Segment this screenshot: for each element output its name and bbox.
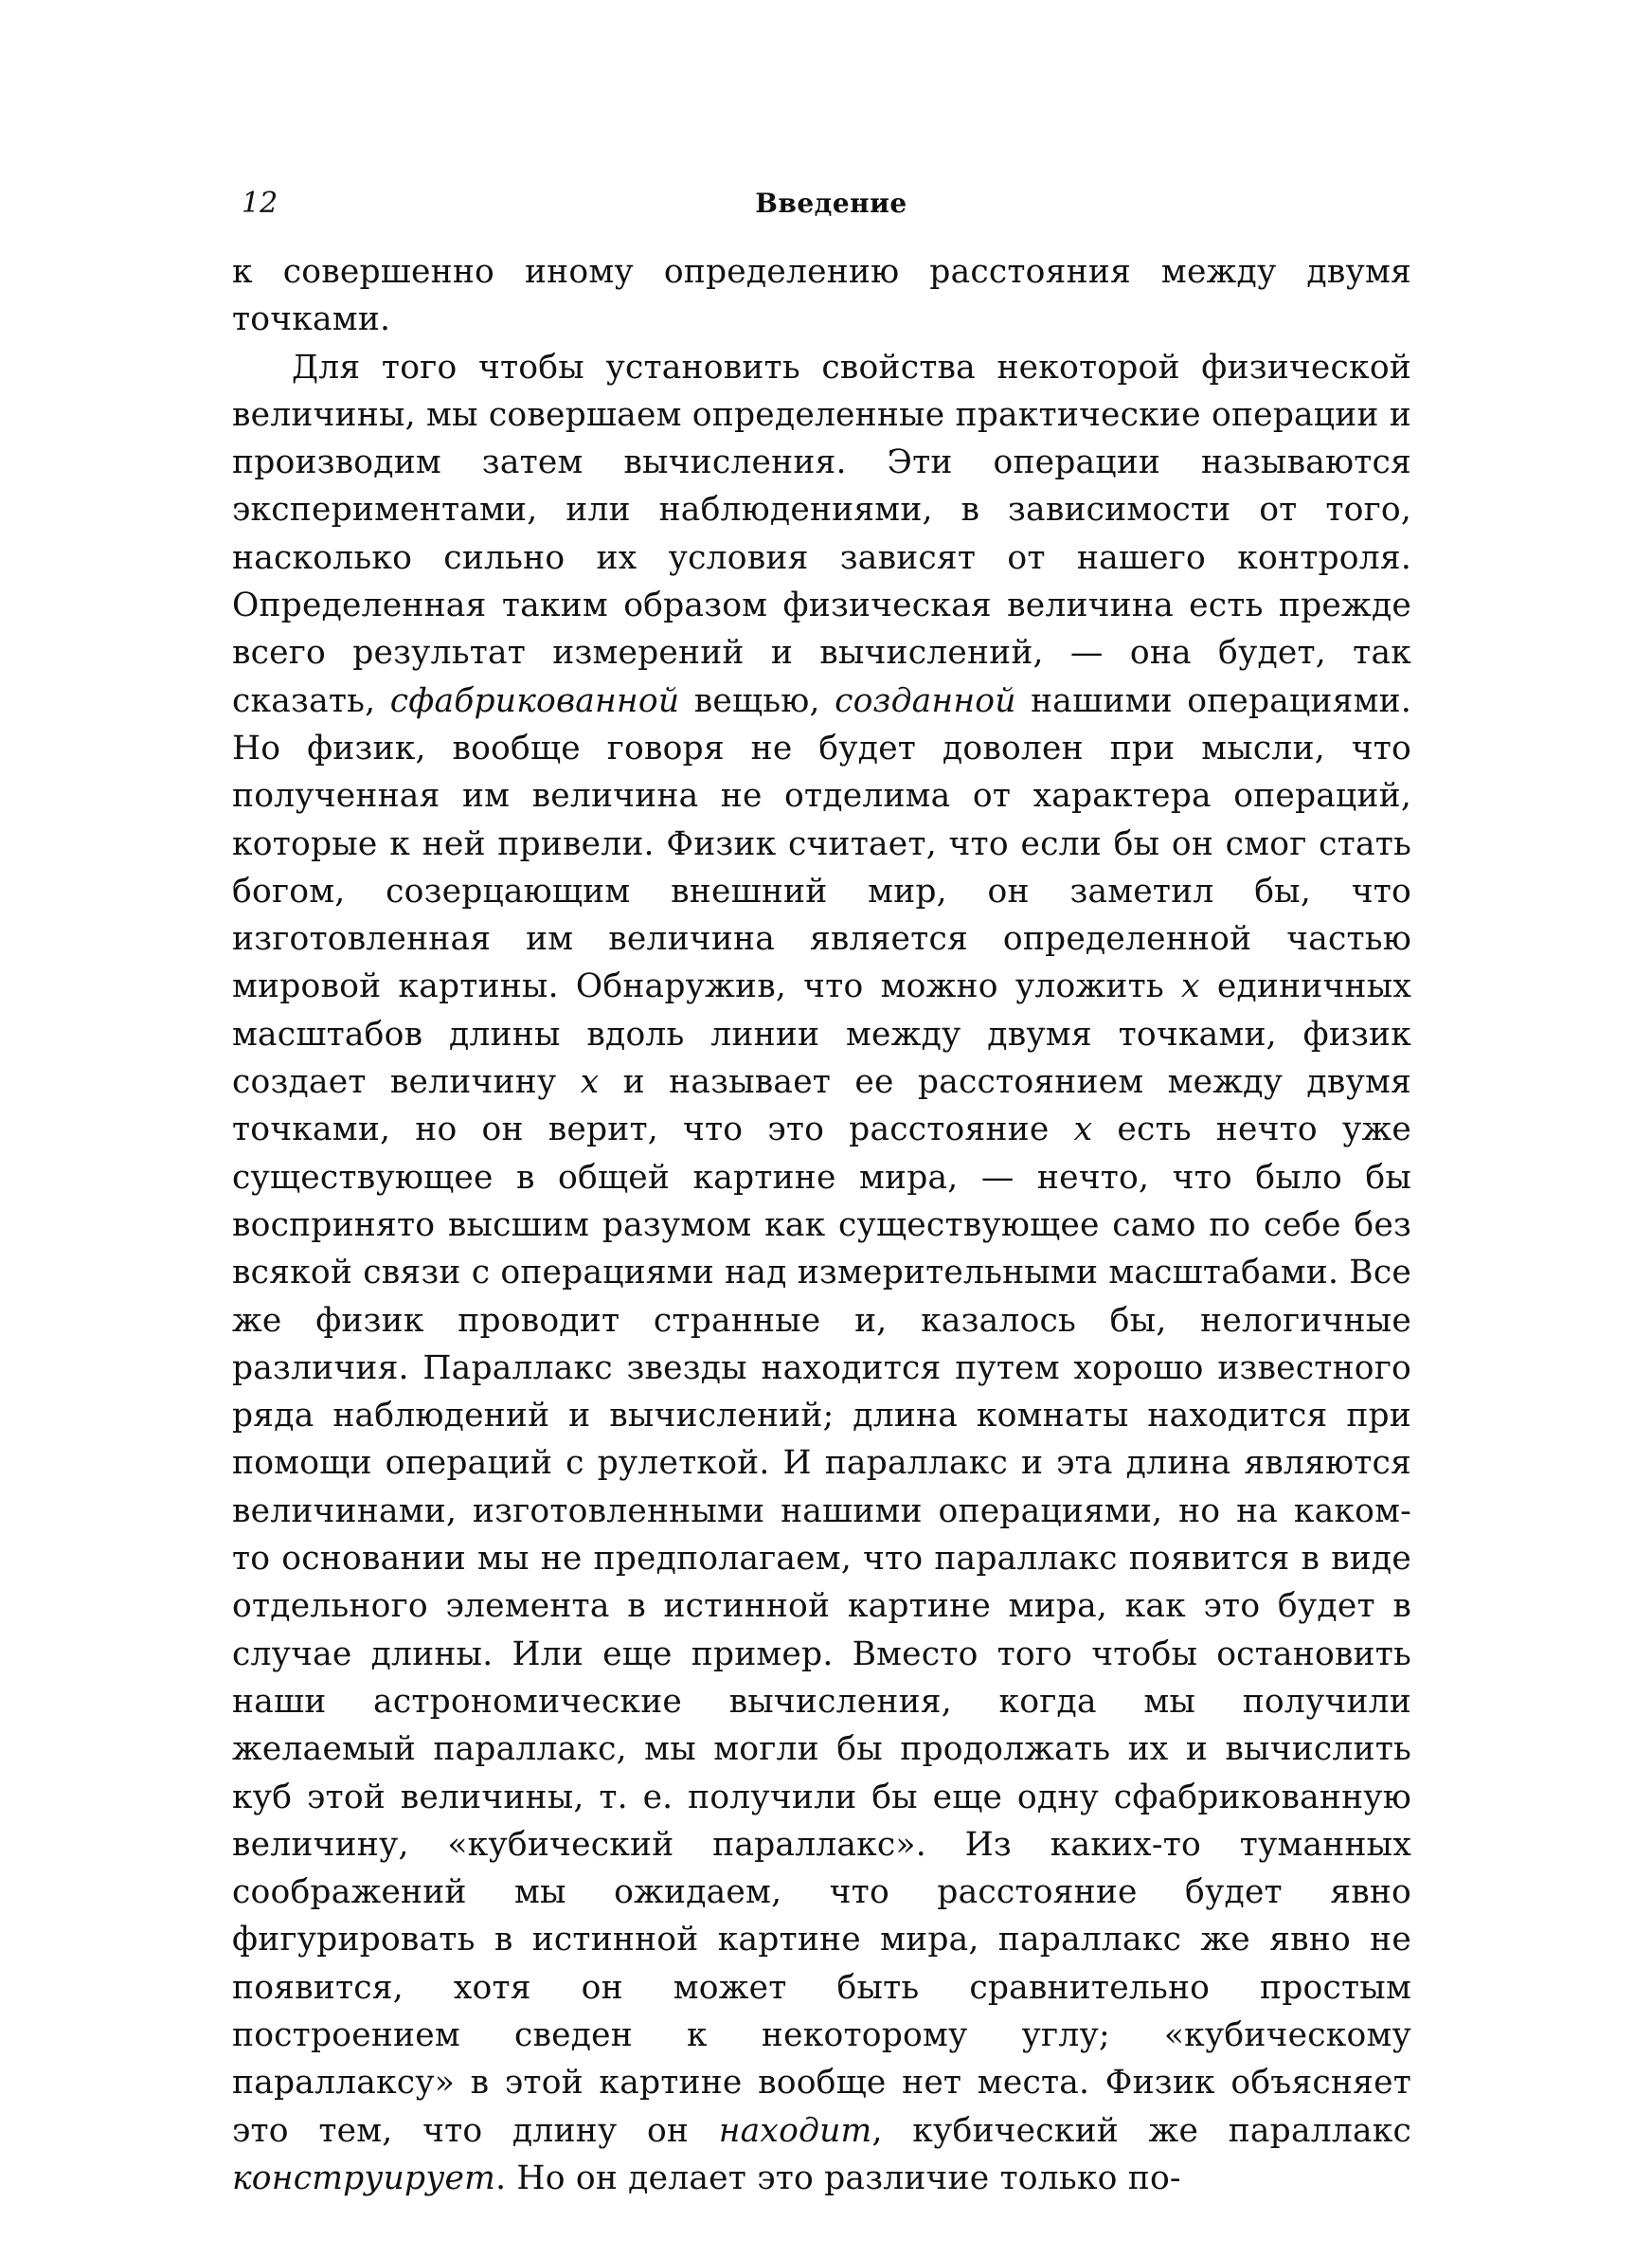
running-title: Введение [755, 188, 907, 219]
italic-term-fabricated: сфабрикованной [389, 681, 680, 720]
page-number: 12 [242, 187, 278, 220]
italic-term-finds: находит [718, 2111, 872, 2150]
page-header [242, 180, 1421, 227]
body-text [232, 248, 1411, 2202]
math-variable-x: x [580, 1063, 600, 1102]
text-segment: есть нечто уже существующее в общей картине мира, — нечто, что было бы воспринято высшим разумом как существующее само по себе без всякой связи с операциями над измерительными масштабами. Все же физик проводит странные и, казалось бы, нелогичные различия. Параллакс звезды находится путем хорошо известного ряда наблюдений и вычислений; длина комнаты находится при помощи операций с рулеткой. И параллакс и эта длина являются величинами, изготовленными нашими операциями, но на каком-то основании мы не предполагаем, что параллакс появится в виде отдельного элемента в истинной картине мира, как это будет в случае длины. Или еще пример. Вместо того чтобы остановить наши астрономические вычисления, когда мы получили желаемый параллакс, мы могли бы продолжать их и вычислить куб этой величины, т. е. получили бы еще одну сфабрикованную величину, «кубический параллакс». Из каких-то туманных соображений мы ожидаем, что расстояние будет явно фигурировать в истинной картине мира, параллакс же явно не появится, хотя он может быть сравнительно простым построением сведен к некоторому углу; «кубическому параллаксу» в этой картине вообще нет места. Физик объясняет это тем, что длину он [232, 1110, 1412, 2150]
paragraph-continuation [232, 248, 1411, 344]
text-segment: единичных масштабов длины вдоль линии между двумя точками, физик создает величину [232, 967, 1412, 1102]
math-variable-x: x [1073, 1110, 1093, 1149]
text-segment: к совершенно иному определению расстояния между двумя точками. [232, 253, 1411, 339]
text-segment: Для того чтобы установить свойства некоторой физической величины, мы совершаем определенные практические операции и производим затем вычисления. Эти операции называются экспериментами, или наблюдениями, в зависимости от того, насколько сильно их условия зависят от нашего контроля. Определенная таким образом физическая величина есть прежде всего результат измерений и вычислений, — она будет, так сказать, [232, 348, 1411, 720]
math-variable-x: x [1181, 967, 1200, 1006]
italic-term-constructs: конструирует [232, 2158, 496, 2197]
italic-term-created: созданной [835, 681, 1016, 720]
paragraph-main [232, 344, 1411, 2203]
text-segment: . Но он делает это различие только по- [495, 2158, 1181, 2197]
text-segment: вещью, [679, 681, 835, 720]
text-segment: , кубический же параллакс [871, 2111, 1411, 2150]
text-segment: и называет ее расстоянием между двумя точками, но он верит, что это расстояние [232, 1063, 1411, 1149]
text-segment: нашими операциями. Но физик, вообще говоря не будет доволен при мысли, что полученная им величина не отделима от характера операций, которые к ней привели. Физик считает, что если бы он смог стать богом, созерцающим внешний мир, он заметил бы, что изготовленная им величина является определенной частью мировой картины. Обнаружив, что можно уложить [232, 681, 1411, 1006]
